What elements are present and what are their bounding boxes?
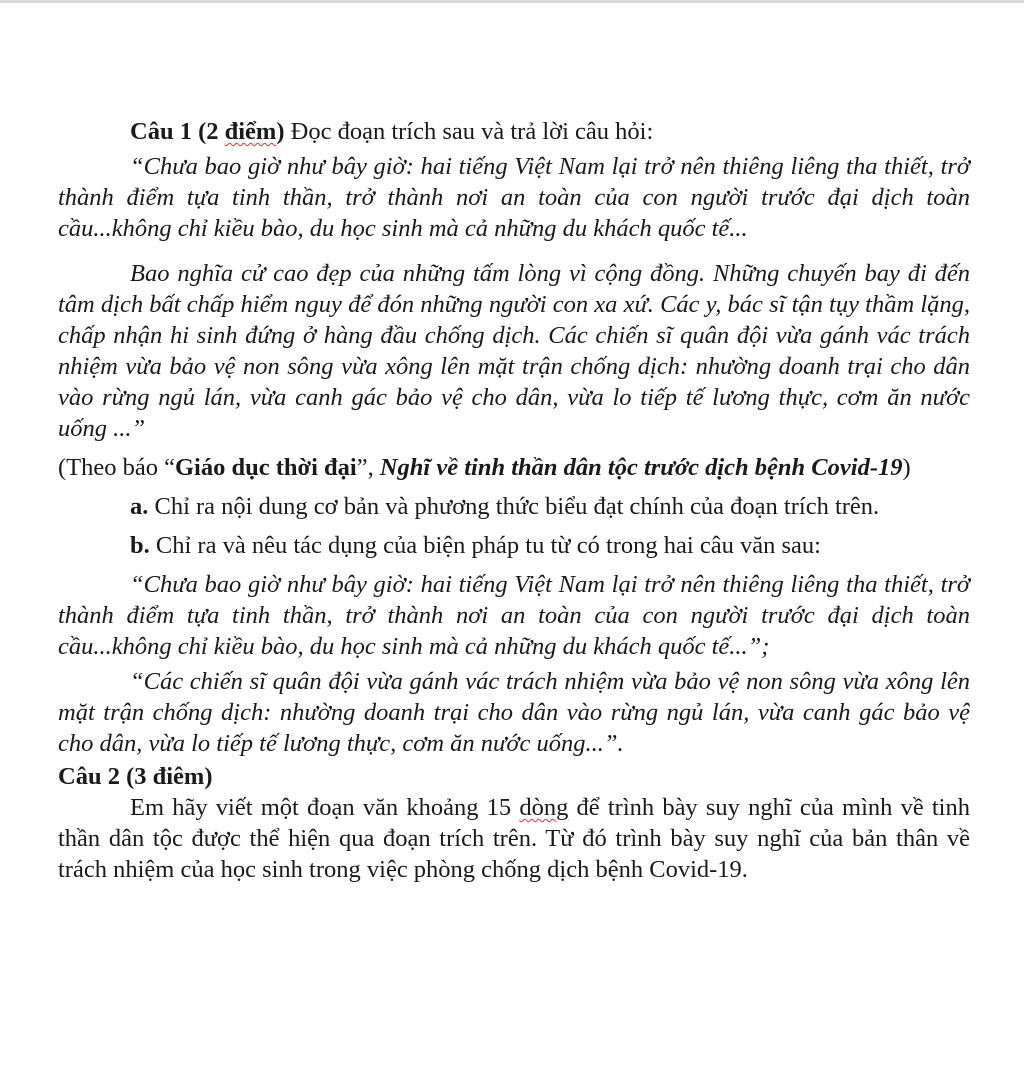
- q1-heading: [58, 116, 970, 147]
- part-b-text: Chỉ ra và nêu tác dụng của biện pháp tu từ có trong hai câu văn sau:: [149, 532, 821, 559]
- source-separator: ”,: [356, 454, 380, 481]
- part-b-label: b.: [130, 532, 150, 559]
- q2-prompt: [58, 792, 970, 885]
- spellcheck-flagged-word: điểm: [224, 118, 277, 145]
- document-page: [58, 116, 970, 885]
- passage-paragraph-1: “Chưa bao giờ như bây giờ: hai tiếng Việt Nam lại trở nên thiêng liêng tha thiết, trở thành điểm tựa tinh thần, trở thành nơi an toàn của con người trước đại dịch toàn cầu...không chỉ kiều bào, du học sinh mà cả những du khách quốc tế...: [58, 153, 970, 242]
- part-a-text: Chỉ ra nội dung cơ bản và phương thức biểu đạt chính của đoạn trích trên.: [148, 493, 880, 520]
- source-newspaper: Giáo dục thời đại: [175, 454, 357, 481]
- window-top-border: [0, 0, 1024, 3]
- source-suffix: ): [902, 454, 911, 481]
- q2-prompt-rest: để trình bày suy nghĩ của mình về tinh thần dân tộc được thể hiện qua đoạn trích trên. Từ đó trình bày suy nghĩ của bản thân về trách nhiệm của học sinh trong việc phòng chống dịch bệnh Covid-19.: [58, 794, 970, 883]
- source-prefix: (Theo báo “: [58, 454, 175, 481]
- q2-title: Câu 2 (3 điêm): [58, 763, 213, 790]
- q1-instruction: Đọc đoạn trích sau và trả lời câu hỏi:: [284, 118, 654, 145]
- q1-title: [130, 118, 285, 145]
- q1-title-end: ): [276, 118, 285, 145]
- quoted-sentence-2: “Các chiến sĩ quân đội vừa gánh vác trách nhiệm vừa bảo vệ non sông vừa xông lên mặt trận chống dịch: nhường doanh trại cho dân vào rừng ngủ lán, vừa canh gác bảo vệ cho dân, vừa lo tiếp tế lương thực, cơm ăn nước uống...”.: [58, 668, 970, 757]
- quoted-sentence-1: “Chưa bao giờ như bây giờ: hai tiếng Việt Nam lại trở nên thiêng liêng tha thiết, trở thành điểm tựa tinh thần, trở thành nơi an toàn của con người trước đại dịch toàn cầu...không chỉ kiều bào, du học sinh mà cả những du khách quốc tế...”;: [58, 571, 970, 660]
- q2-prompt-start: Em hãy viết một đoạn văn khoảng 15: [130, 794, 520, 821]
- spellcheck-flagged-word: dòng: [519, 794, 569, 821]
- q1-part-b: [58, 530, 970, 561]
- q1-part-a: [58, 491, 970, 522]
- passage-source: [58, 452, 970, 483]
- part-a-label: a.: [130, 493, 149, 520]
- source-article-title: Nghĩ về tinh thần dân tộc trước dịch bệnh Covid-19: [379, 454, 903, 481]
- q1-title-part: Câu 1 (2: [130, 118, 225, 145]
- passage-paragraph-2: Bao nghĩa cử cao đẹp của những tấm lòng vì cộng đồng. Những chuyến bay đi đến tâm dịch bất chấp hiểm nguy để đón những người con xa xứ. Các y, bác sĩ tận tụy thầm lặng, chấp nhận hi sinh đứng ở hàng đầu chống dịch. Các chiến sĩ quân đội vừa gánh vác trách nhiệm vừa bảo vệ non sông vừa xông lên mặt trận chống dịch: nhường doanh trại cho dân vào rừng ngủ lán, vừa canh gác bảo vệ cho dân, vừa lo tiếp tế lương thực, cơm ăn nước uống ...”: [58, 260, 970, 442]
